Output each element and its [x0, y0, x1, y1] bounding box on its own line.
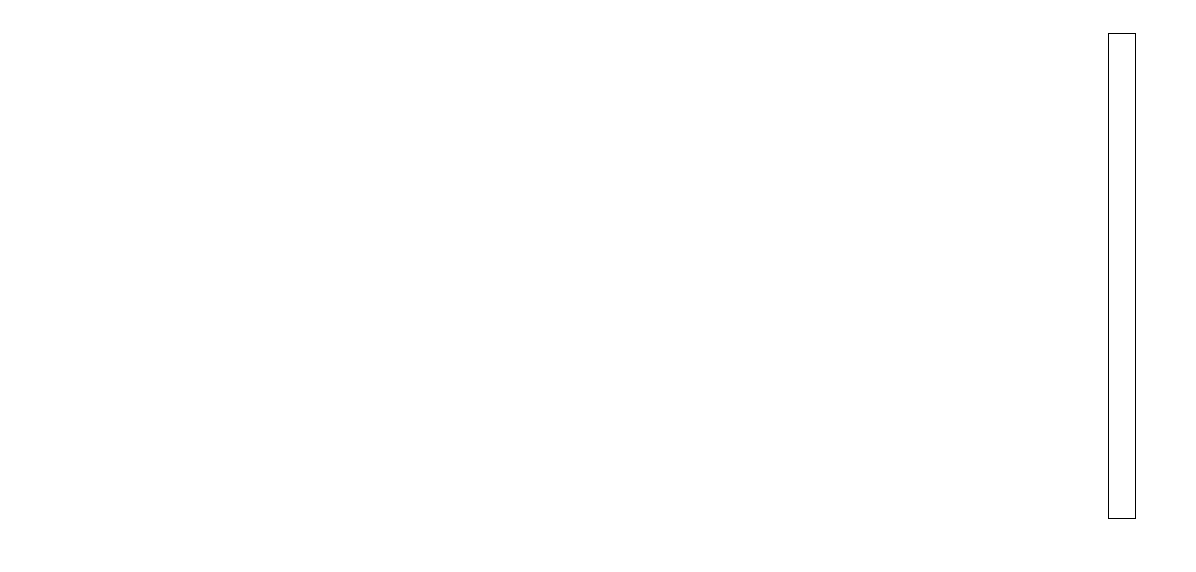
colorbar — [1108, 33, 1136, 519]
